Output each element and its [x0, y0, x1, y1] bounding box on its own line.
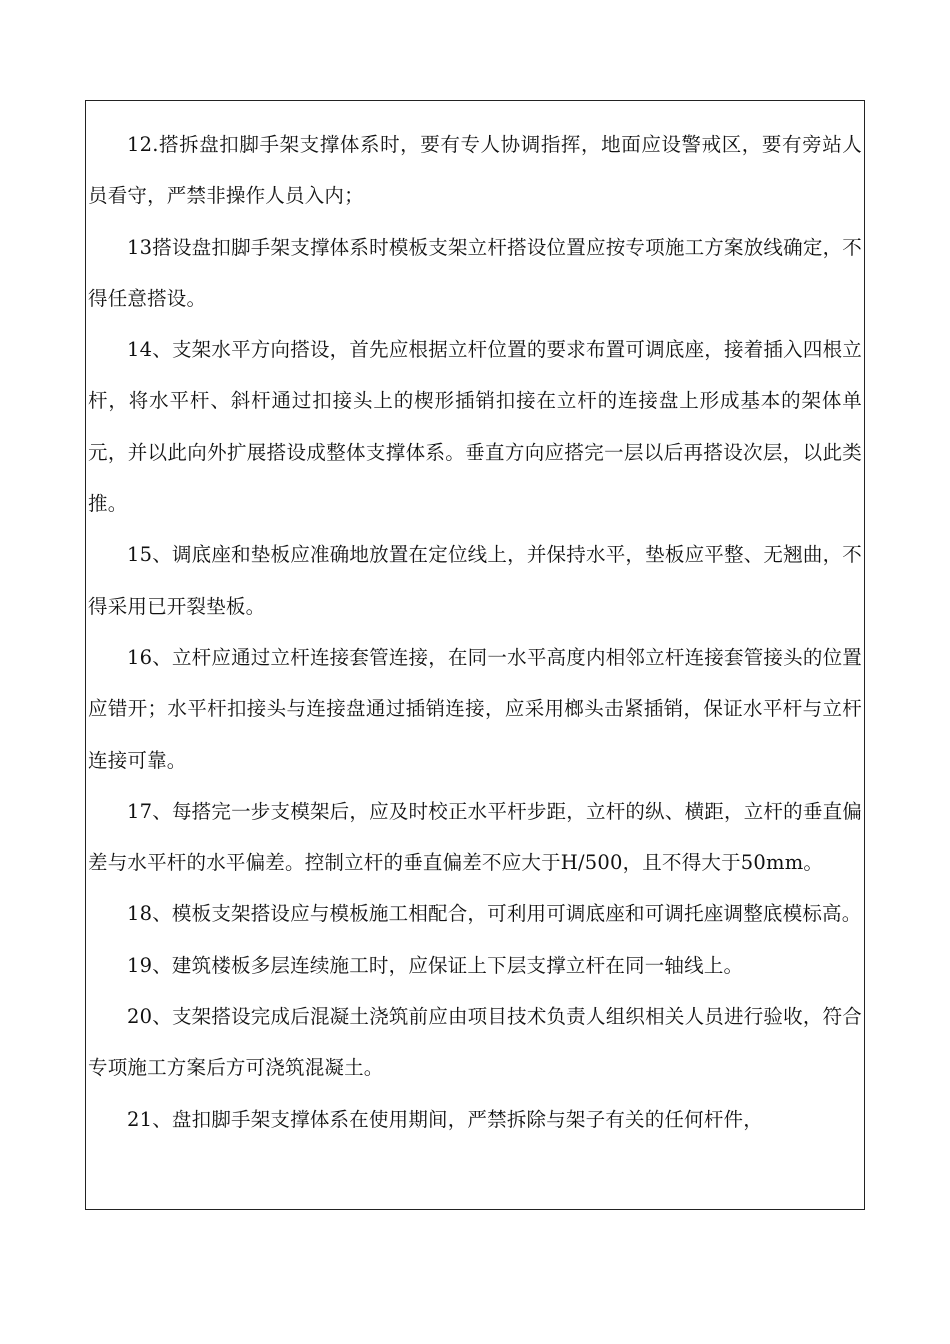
- paragraph-12: 12.搭拆盘扣脚手架支撑体系时，要有专人协调指挥，地面应设警戒区，要有旁站人员看守，严禁非操作人员入内；: [88, 133, 862, 208]
- paragraph-16: 16、立杆应通过立杆连接套管连接，在同一水平高度内相邻立杆连接套管接头的位置应错开；水平杆扣接头与连接盘通过插销连接，应采用榔头击紧插销，保证水平杆与立杆连接可靠。: [88, 645, 862, 772]
- paragraph-13: 13搭设盘扣脚手架支撑体系时模板支架立杆搭设位置应按专项施工方案放线确定，不得任意搭设。: [88, 235, 862, 310]
- paragraph-21: 21、盘扣脚手架支撑体系在使用期间，严禁拆除与架子有关的任何杆件，: [127, 1107, 763, 1131]
- paragraph-19: 19、建筑楼板多层连续施工时，应保证上下层支撑立杆在同一轴线上。: [127, 953, 744, 977]
- paragraph-15: 15、调底座和垫板应准确地放置在定位线上，并保持水平，垫板应平整、无翘曲，不得采用已开裂垫板。: [88, 543, 862, 618]
- paragraph-17: 17、每搭完一步支模架后，应及时校正水平杆步距，立杆的纵、横距，立杆的垂直偏差与水平杆的水平偏差。控制立杆的垂直偏差不应大于H/500，且不得大于50mm。: [88, 799, 862, 875]
- paragraph-14: 14、支架水平方向搭设，首先应根据立杆位置的要求布置可调底座，接着插入四根立杆，将水平杆、斜杆通过扣接头上的楔形插销扣接在立杆的连接盘上形成基本的架体单元，并以此向外扩展搭设成整体支撑体系。垂直方向应搭完一层以后再搭设次层，以此类推。: [88, 338, 862, 516]
- document-body: [86, 119, 866, 1145]
- paragraph-18: 18、模板支架搭设应与模板施工相配合，可利用可调底座和可调托座调整底模标高。: [127, 902, 862, 926]
- paragraph-20: 20、支架搭设完成后混凝土浇筑前应由项目技术负责人组织相关人员进行验收，符合专项施工方案后方可浇筑混凝土。: [88, 1005, 862, 1080]
- document-table-cell: [85, 100, 865, 1210]
